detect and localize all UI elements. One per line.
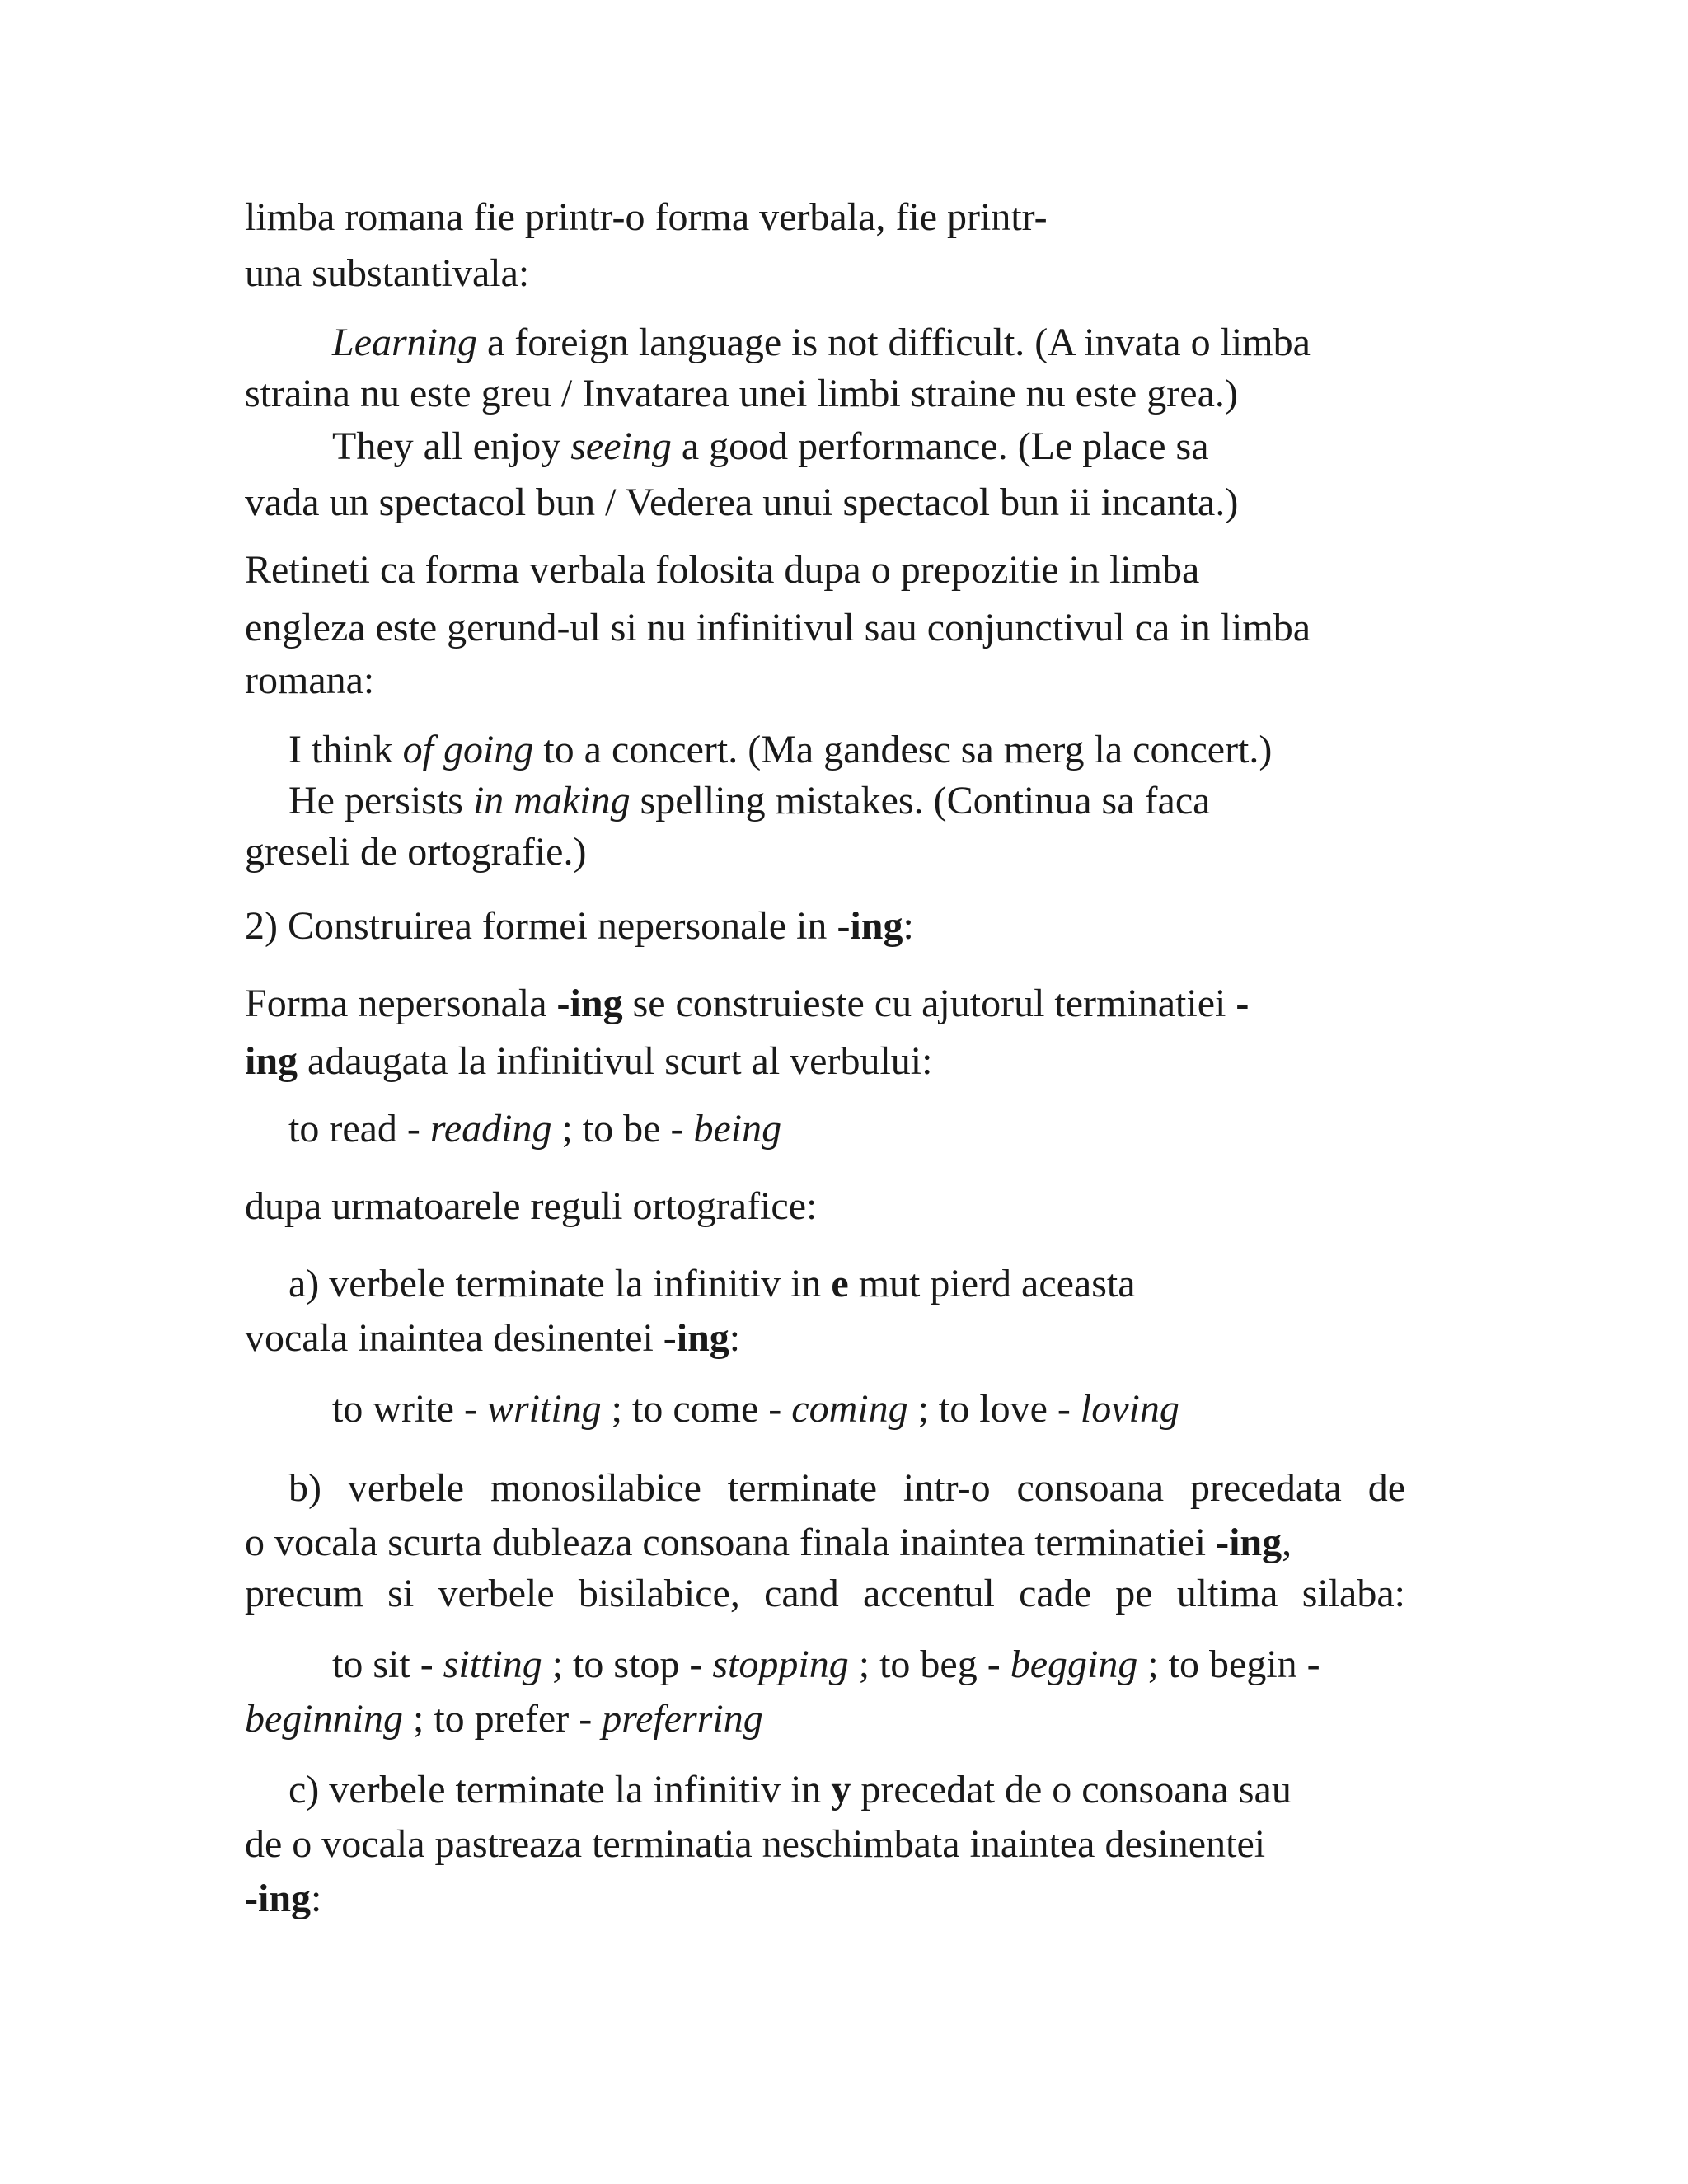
rule-line (245, 1316, 741, 1360)
text: Forma nepersonala (245, 982, 557, 1025)
example-line (245, 832, 586, 872)
text: ; to prefer - (402, 1697, 603, 1741)
italic-term: sitting (443, 1643, 542, 1686)
rule-line (245, 1574, 1405, 1614)
text-line (245, 195, 1048, 239)
section-heading (245, 904, 914, 948)
italic-term: seeing (570, 424, 672, 468)
bold-term: e (831, 1262, 849, 1305)
text-line (245, 1039, 933, 1083)
text: to a concert. (Ma gandesc sa merg la concert.) (533, 728, 1273, 771)
bold-term: ing (245, 1039, 298, 1083)
example-line (245, 480, 1239, 524)
text: to sit - (332, 1643, 443, 1686)
text: precum si verbele bisilabice, cand accentul cade pe ultima silaba: (245, 1572, 1405, 1615)
italic-term: being (693, 1107, 782, 1151)
text: to write - (332, 1387, 487, 1431)
text: spelling mistakes. (Continua sa faca (630, 779, 1211, 823)
rule-line (245, 1822, 1266, 1866)
example-line (332, 1645, 1320, 1685)
text-line (245, 658, 375, 702)
text: engleza este gerund-ul si nu infinitivul sau conjunctivul ca in limba (245, 606, 1311, 649)
text: c) verbele terminate la infinitiv in (288, 1768, 832, 1811)
text: precedat de o consoana sau (851, 1768, 1292, 1811)
text: : (311, 1877, 322, 1920)
bold-term: -ing (663, 1316, 729, 1360)
text-line (245, 548, 1200, 592)
text: to read - (288, 1107, 430, 1151)
text: dupa urmatoarele reguli ortografice: (245, 1184, 818, 1228)
italic-term: of going (402, 728, 534, 771)
text: romana: (245, 658, 375, 702)
text: : (729, 1316, 741, 1360)
example-line (288, 730, 1272, 770)
text: , (1282, 1521, 1292, 1564)
text: He persists (288, 779, 473, 823)
rule-line (288, 1264, 1136, 1304)
text-line (245, 1184, 818, 1228)
text-line (245, 608, 1311, 648)
italic-term: preferring (602, 1697, 763, 1741)
italic-term: stopping (712, 1643, 849, 1686)
italic-term: in making (472, 779, 631, 823)
text: ; to begin - (1137, 1643, 1320, 1686)
text: limba romana fie printr-o forma verbala, fie printr- (245, 195, 1048, 239)
bold-term: -ing (556, 982, 623, 1025)
text: straina nu este greu / Invatarea unei limbi straine nu este grea.) (245, 372, 1238, 415)
text: o vocala scurta dubleaza consoana finala inaintea terminatiei (245, 1521, 1217, 1564)
example-line (245, 1699, 763, 1739)
text-line (245, 251, 530, 295)
text: a) verbele terminate la infinitiv in (288, 1262, 832, 1305)
example-line (332, 424, 1209, 468)
text: a good performance. (Le place sa (671, 424, 1209, 468)
text: una substantivala: (245, 251, 530, 295)
text: ; to come - (601, 1387, 792, 1431)
rule-line (245, 1523, 1292, 1563)
italic-term: begging (1010, 1643, 1138, 1686)
italic-term: coming (791, 1387, 908, 1431)
rule-line (288, 1466, 1405, 1510)
rule-line (288, 1770, 1292, 1810)
text-line (245, 984, 1249, 1024)
bold-term: -ing (837, 904, 903, 948)
text: 2) Construirea formei nepersonale in (245, 904, 837, 948)
text: Retineti ca forma verbala folosita dupa o prepozitie in limba (245, 548, 1200, 592)
rule-line (245, 1879, 321, 1919)
italic-term: beginning (245, 1697, 403, 1741)
text: a foreign language is not difficult. (A invata o limba (477, 321, 1311, 364)
text: I think (288, 728, 403, 771)
text: ; to stop - (542, 1643, 713, 1686)
example-line (332, 1387, 1179, 1431)
italic-term: loving (1080, 1387, 1179, 1431)
text: se construieste cu ajutorul terminatiei (622, 982, 1236, 1025)
text: vada un spectacol bun / Vederea unui spectacol bun ii incanta.) (245, 480, 1239, 524)
bold-term: - (1236, 982, 1250, 1025)
example-line (288, 781, 1210, 821)
example-line (245, 374, 1238, 414)
example-line (288, 1109, 781, 1149)
text: They all enjoy (332, 424, 571, 468)
italic-term: writing (486, 1387, 602, 1431)
text: : (903, 904, 914, 948)
text: b) verbele monosilabice terminate intr-o consoana precedata de (288, 1466, 1405, 1510)
text: vocala inaintea desinentei (245, 1316, 663, 1360)
bold-term: -ing (245, 1877, 312, 1920)
bold-term: -ing (1216, 1521, 1282, 1564)
text: adaugata la infinitivul scurt al verbului: (298, 1039, 933, 1083)
text: de o vocala pastreaza terminatia neschimbata inaintea desinentei (245, 1822, 1266, 1866)
text: ; to beg - (848, 1643, 1010, 1686)
example-line (332, 323, 1311, 363)
italic-term: reading (429, 1107, 552, 1151)
italic-term: Learning (332, 321, 478, 364)
text: ; to be - (551, 1107, 694, 1151)
text: mut pierd aceasta (848, 1262, 1136, 1305)
bold-term: y (831, 1768, 851, 1811)
text: greseli de ortografie.) (245, 830, 587, 874)
text: ; to love - (907, 1387, 1081, 1431)
